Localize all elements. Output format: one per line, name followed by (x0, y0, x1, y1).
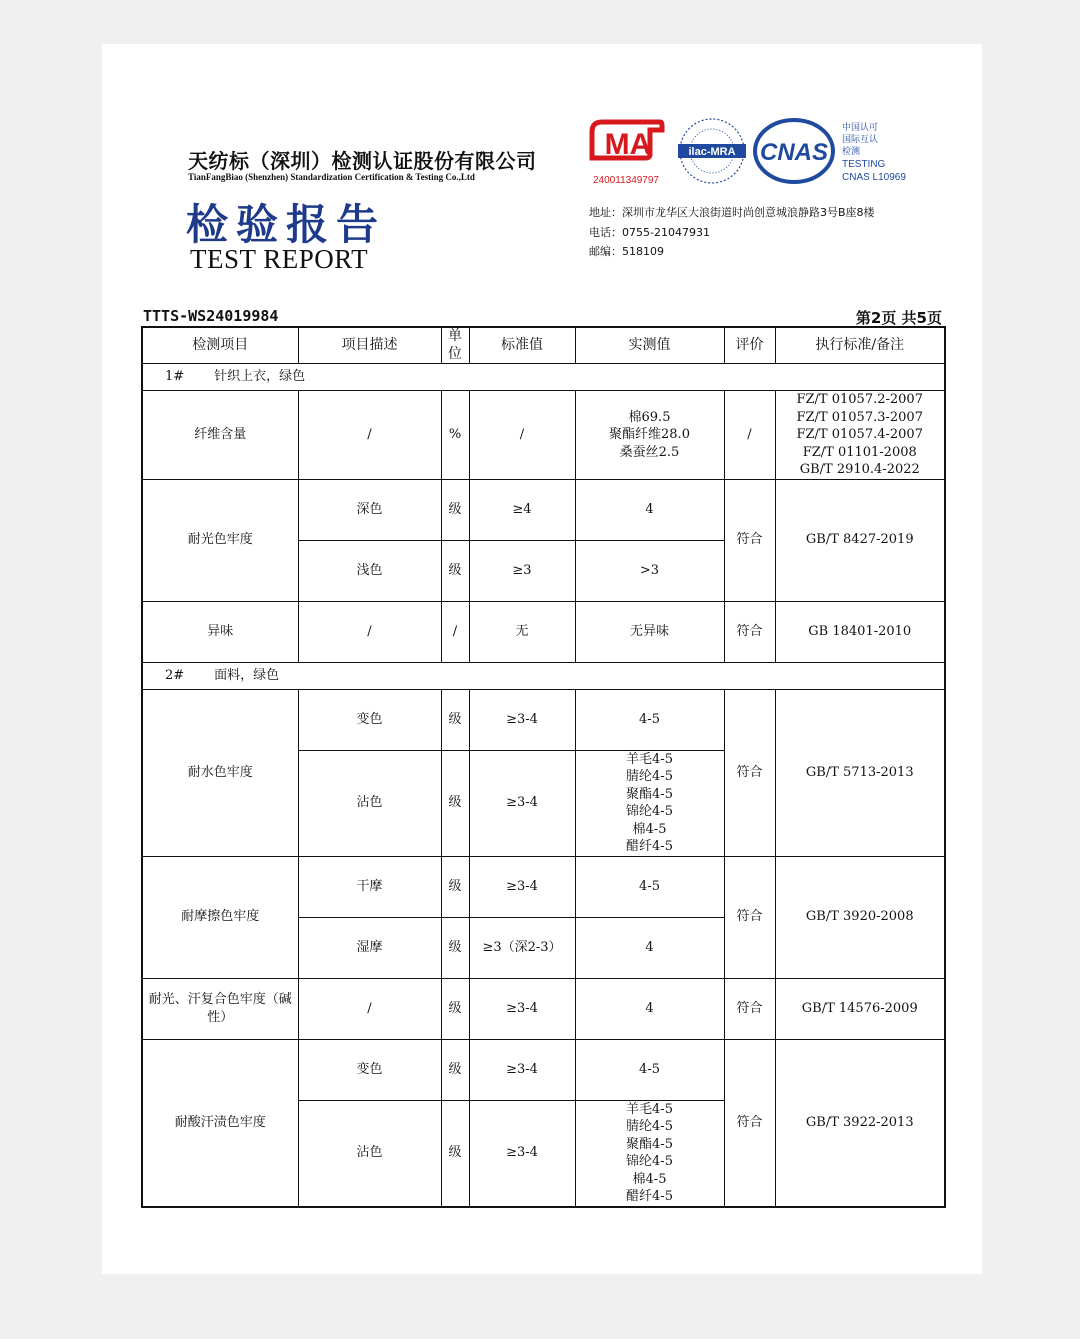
company-postcode: 邮编：518109 (589, 245, 664, 258)
measured-value: 羊毛4-5 腈纶4-5 聚酯4-5 锦纶4-5 棉4-5 醋纤4-5 (575, 1100, 724, 1207)
measured-value: 无异味 (575, 601, 724, 662)
table-row (142, 391, 945, 480)
unit: 级 (441, 1100, 469, 1207)
evaluation: / (724, 391, 775, 480)
measured-value: 4-5 (575, 689, 724, 750)
ilac-mra-text: ilac-MRA (688, 146, 736, 158)
cnas-logo (755, 120, 906, 183)
unit: 级 (441, 978, 469, 1039)
unit: 级 (441, 689, 469, 750)
evaluation: 符合 (724, 856, 775, 978)
measured-value: 4 (575, 917, 724, 978)
test-standard: GB 18401-2010 (775, 601, 945, 662)
cnas-number: CNAS L10969 (842, 172, 906, 183)
item-description: 浅色 (298, 540, 441, 601)
report-title-en: TEST REPORT (190, 244, 369, 274)
item-description: 干摩 (298, 856, 441, 917)
results-table (141, 326, 946, 1208)
item-description: / (298, 601, 441, 662)
company-name-cn: 天纺标（深圳）检测认证股份有限公司 (188, 149, 537, 173)
unit: / (441, 601, 469, 662)
test-standard: GB/T 3922-2013 (775, 1039, 945, 1207)
standard-value: 无 (469, 601, 575, 662)
company-name-en: TianFangBiao (Shenzhen) Standardization Certification & Testing Co.,Ltd (188, 172, 475, 182)
measured-value: 4-5 (575, 856, 724, 917)
unit: 级 (441, 917, 469, 978)
test-item: 耐水色牢度 (142, 689, 298, 856)
evaluation: 符合 (724, 978, 775, 1039)
cma-number: 240011349797 (593, 175, 659, 186)
cnas-cn-line-3: 检测 (842, 147, 861, 157)
unit: 级 (441, 479, 469, 540)
cnas-cn-line-1: 中国认可 (842, 123, 879, 133)
test-item: 纤维含量 (142, 391, 298, 480)
section-name: 针织上衣，绿色 (214, 369, 306, 385)
item-description: 深色 (298, 479, 441, 540)
unit: 级 (441, 856, 469, 917)
col-header-item: 检测项目 (142, 327, 298, 364)
test-item: 耐光色牢度 (142, 479, 298, 601)
table-row (142, 689, 945, 750)
evaluation: 符合 (724, 479, 775, 601)
unit: 级 (441, 1039, 469, 1100)
measured-value: 4-5 (575, 1039, 724, 1100)
section-number: 2# (165, 667, 185, 683)
test-standard: GB/T 5713-2013 (775, 689, 945, 856)
test-item: 耐摩擦色牢度 (142, 856, 298, 978)
ilac-mra-logo (678, 119, 746, 183)
test-standard: GB/T 14576-2009 (775, 978, 945, 1039)
evaluation: 符合 (724, 601, 775, 662)
page-indicator: 第2页 共5页 (855, 309, 942, 327)
standard-value: ≥3-4 (469, 1039, 575, 1100)
table-row (142, 479, 945, 540)
standard-value: ≥4 (469, 479, 575, 540)
measured-value: 羊毛4-5 腈纶4-5 聚酯4-5 锦纶4-5 棉4-5 醋纤4-5 (575, 750, 724, 856)
table-header-row (142, 327, 945, 364)
cma-logo (592, 122, 662, 186)
section-row (142, 662, 945, 689)
table-row (142, 601, 945, 662)
col-header-measured: 实测值 (575, 327, 724, 364)
standard-value: ≥3-4 (469, 689, 575, 750)
table-row (142, 856, 945, 917)
test-item: 耐酸汗渍色牢度 (142, 1039, 298, 1207)
report-number: TTTS-WS24019984 (143, 307, 279, 325)
col-header-standard-value: 标准值 (469, 327, 575, 364)
item-description: 变色 (298, 689, 441, 750)
measured-value: 4 (575, 978, 724, 1039)
item-description: 沾色 (298, 750, 441, 856)
item-description: 沾色 (298, 1100, 441, 1207)
test-standard: GB/T 8427-2019 (775, 479, 945, 601)
cnas-logo-text: CNAS (759, 139, 829, 166)
unit: 级 (441, 750, 469, 856)
measured-value: >3 (575, 540, 724, 601)
measured-value: 4 (575, 479, 724, 540)
standard-value: ≥3-4 (469, 978, 575, 1039)
evaluation: 符合 (724, 689, 775, 856)
standard-value: ≥3-4 (469, 750, 575, 856)
section-row (142, 364, 945, 391)
cma-logo-text: MA (604, 128, 652, 161)
test-item: 异味 (142, 601, 298, 662)
standard-value: ≥3-4 (469, 1100, 575, 1207)
company-address: 地址：深圳市龙华区大浪街道时尚创意城浪静路3号B座8楼 (589, 206, 875, 219)
standard-value: / (469, 391, 575, 480)
col-header-method: 执行标准/备注 (775, 327, 945, 364)
item-description: / (298, 391, 441, 480)
table-row (142, 1039, 945, 1100)
cnas-testing-text: TESTING (842, 159, 886, 170)
standard-value: ≥3-4 (469, 856, 575, 917)
col-header-desc: 项目描述 (298, 327, 441, 364)
item-description: / (298, 978, 441, 1039)
measured-value: 棉69.5 聚酯纤维28.0 桑蚕丝2.5 (575, 391, 724, 480)
section-number: 1# (165, 369, 185, 385)
standard-value: ≥3 (469, 540, 575, 601)
test-standard: GB/T 3920-2008 (775, 856, 945, 978)
item-description: 变色 (298, 1039, 441, 1100)
item-description: 湿摩 (298, 917, 441, 978)
col-header-unit: 单位 (441, 327, 469, 364)
test-standard: FZ/T 01057.2-2007 FZ/T 01057.3-2007 FZ/T 01057.4-2007 FZ/T 01101-2008 GB/T 2910.4-2022 (775, 391, 945, 480)
unit: % (441, 391, 469, 480)
test-item: 耐光、汗复合色牢度（碱性） (142, 978, 298, 1039)
evaluation: 符合 (724, 1039, 775, 1207)
table-row (142, 978, 945, 1039)
company-phone: 电话：0755-21047931 (589, 226, 710, 239)
col-header-evaluation: 评价 (724, 327, 775, 364)
standard-value: ≥3（深2-3） (469, 917, 575, 978)
accreditation-logos (586, 110, 926, 190)
cnas-cn-line-2: 国际互认 (842, 135, 879, 145)
section-name: 面料，绿色 (214, 667, 280, 683)
report-title-cn: 检验报告 (186, 200, 387, 249)
unit: 级 (441, 540, 469, 601)
